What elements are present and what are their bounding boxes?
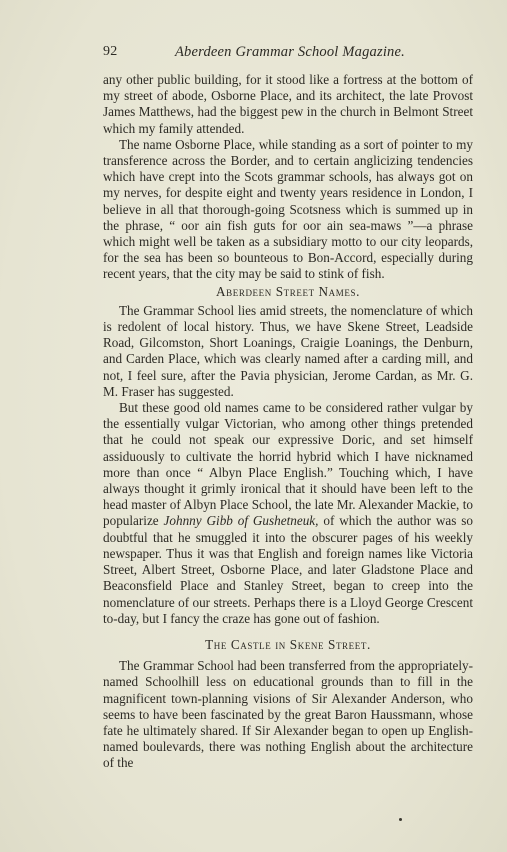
ink-speck xyxy=(399,818,402,821)
page-header xyxy=(103,44,474,62)
paragraph-5: The Grammar School had been transferred from the appropriately-named Schoolhill less on educational grounds than to fill in the magnificent town-planning visions of Sir Alexander Anderson, who seems to have been fascinated by the great Baron Haussmann, whose fate he ultimately shared. If Sir Alexander began to open up English-named boulevards, there was nothing English about the architecture of the xyxy=(103,658,473,771)
section-heading-street-names: Aberdeen Street Names. xyxy=(216,283,360,299)
book-title-italic: Johnny Gibb of Gushetneuk, xyxy=(163,513,319,529)
paragraph-1: any other public building, for it stood like a fortress at the bottom of my street of abode, Osborne Place, and its architect, the late Provost James Matthews, had the biggest pew in the church in Belmont Street which my family attended. xyxy=(103,72,473,136)
article-body xyxy=(103,72,473,772)
paragraph-4-part-1: But these good old names came to be considered rather vulgar by the essentially vulgar Victorian, who among other things pretended that he could not speak our expressive Doric, and set himself assiduously to cultivate the horrid hybrid which I have nicknamed more than once “ Albyn Place English.” Touching which, I have always thought it grimly ironical that it should have been left to the head master of Albyn Place School, the late Mr. Alexander Mackie, to popularize xyxy=(103,400,473,529)
page-number: 92 xyxy=(103,44,118,59)
paragraph-2: The name Osborne Place, while standing as a sort of pointer to my transference across the Border, and to certain anglicizing tendencies which have crept into the Scots grammar schools, has always got on my nerves, for despite eight and twenty years residence in London, I believe in all that thorough-going Scotsness which is summed up in the phrase, “ oor ain fish guts for oor ain sea-maws ”—a phrase which might well be taken as a subsidiary motto to our city leopards, for the sea has been so bounteous to Bon-Accord, especially during recent years, that the city may be said to stink of fish. xyxy=(103,136,473,282)
paragraph-4 xyxy=(103,400,473,627)
paragraph-4-part-2: of which the author was so doubtful that he smuggled it into the obscurer pages of his weekly newspaper. Thus it was that English and foreign names like Victoria Street, Albert Street, Osborne Place, and later Gladstone Place and Beaconsfield Place and Stanley Street, began to creep into the nomenclature of our streets. Perhaps there is a Lloyd George Crescent to-day, but I fancy the craze has gone out of fashion. xyxy=(103,513,474,626)
paragraph-3: The Grammar School lies amid streets, the nomenclature of which is redolent of local history. Thus, we have Skene Street, Leadside Road, Gilcomston, Short Loanings, Craigie Loanings, the Denburn, and Carden Place, which was clearly named after a carding mill, and not, I feel sure, after the Pavia physician, Jerome Cardan, as Mr. G. M. Fraser has suggested. xyxy=(103,302,473,399)
section-heading-castle: The Castle in Skene Street. xyxy=(205,636,371,652)
running-title: Aberdeen Grammar School Magazine. xyxy=(175,44,405,60)
